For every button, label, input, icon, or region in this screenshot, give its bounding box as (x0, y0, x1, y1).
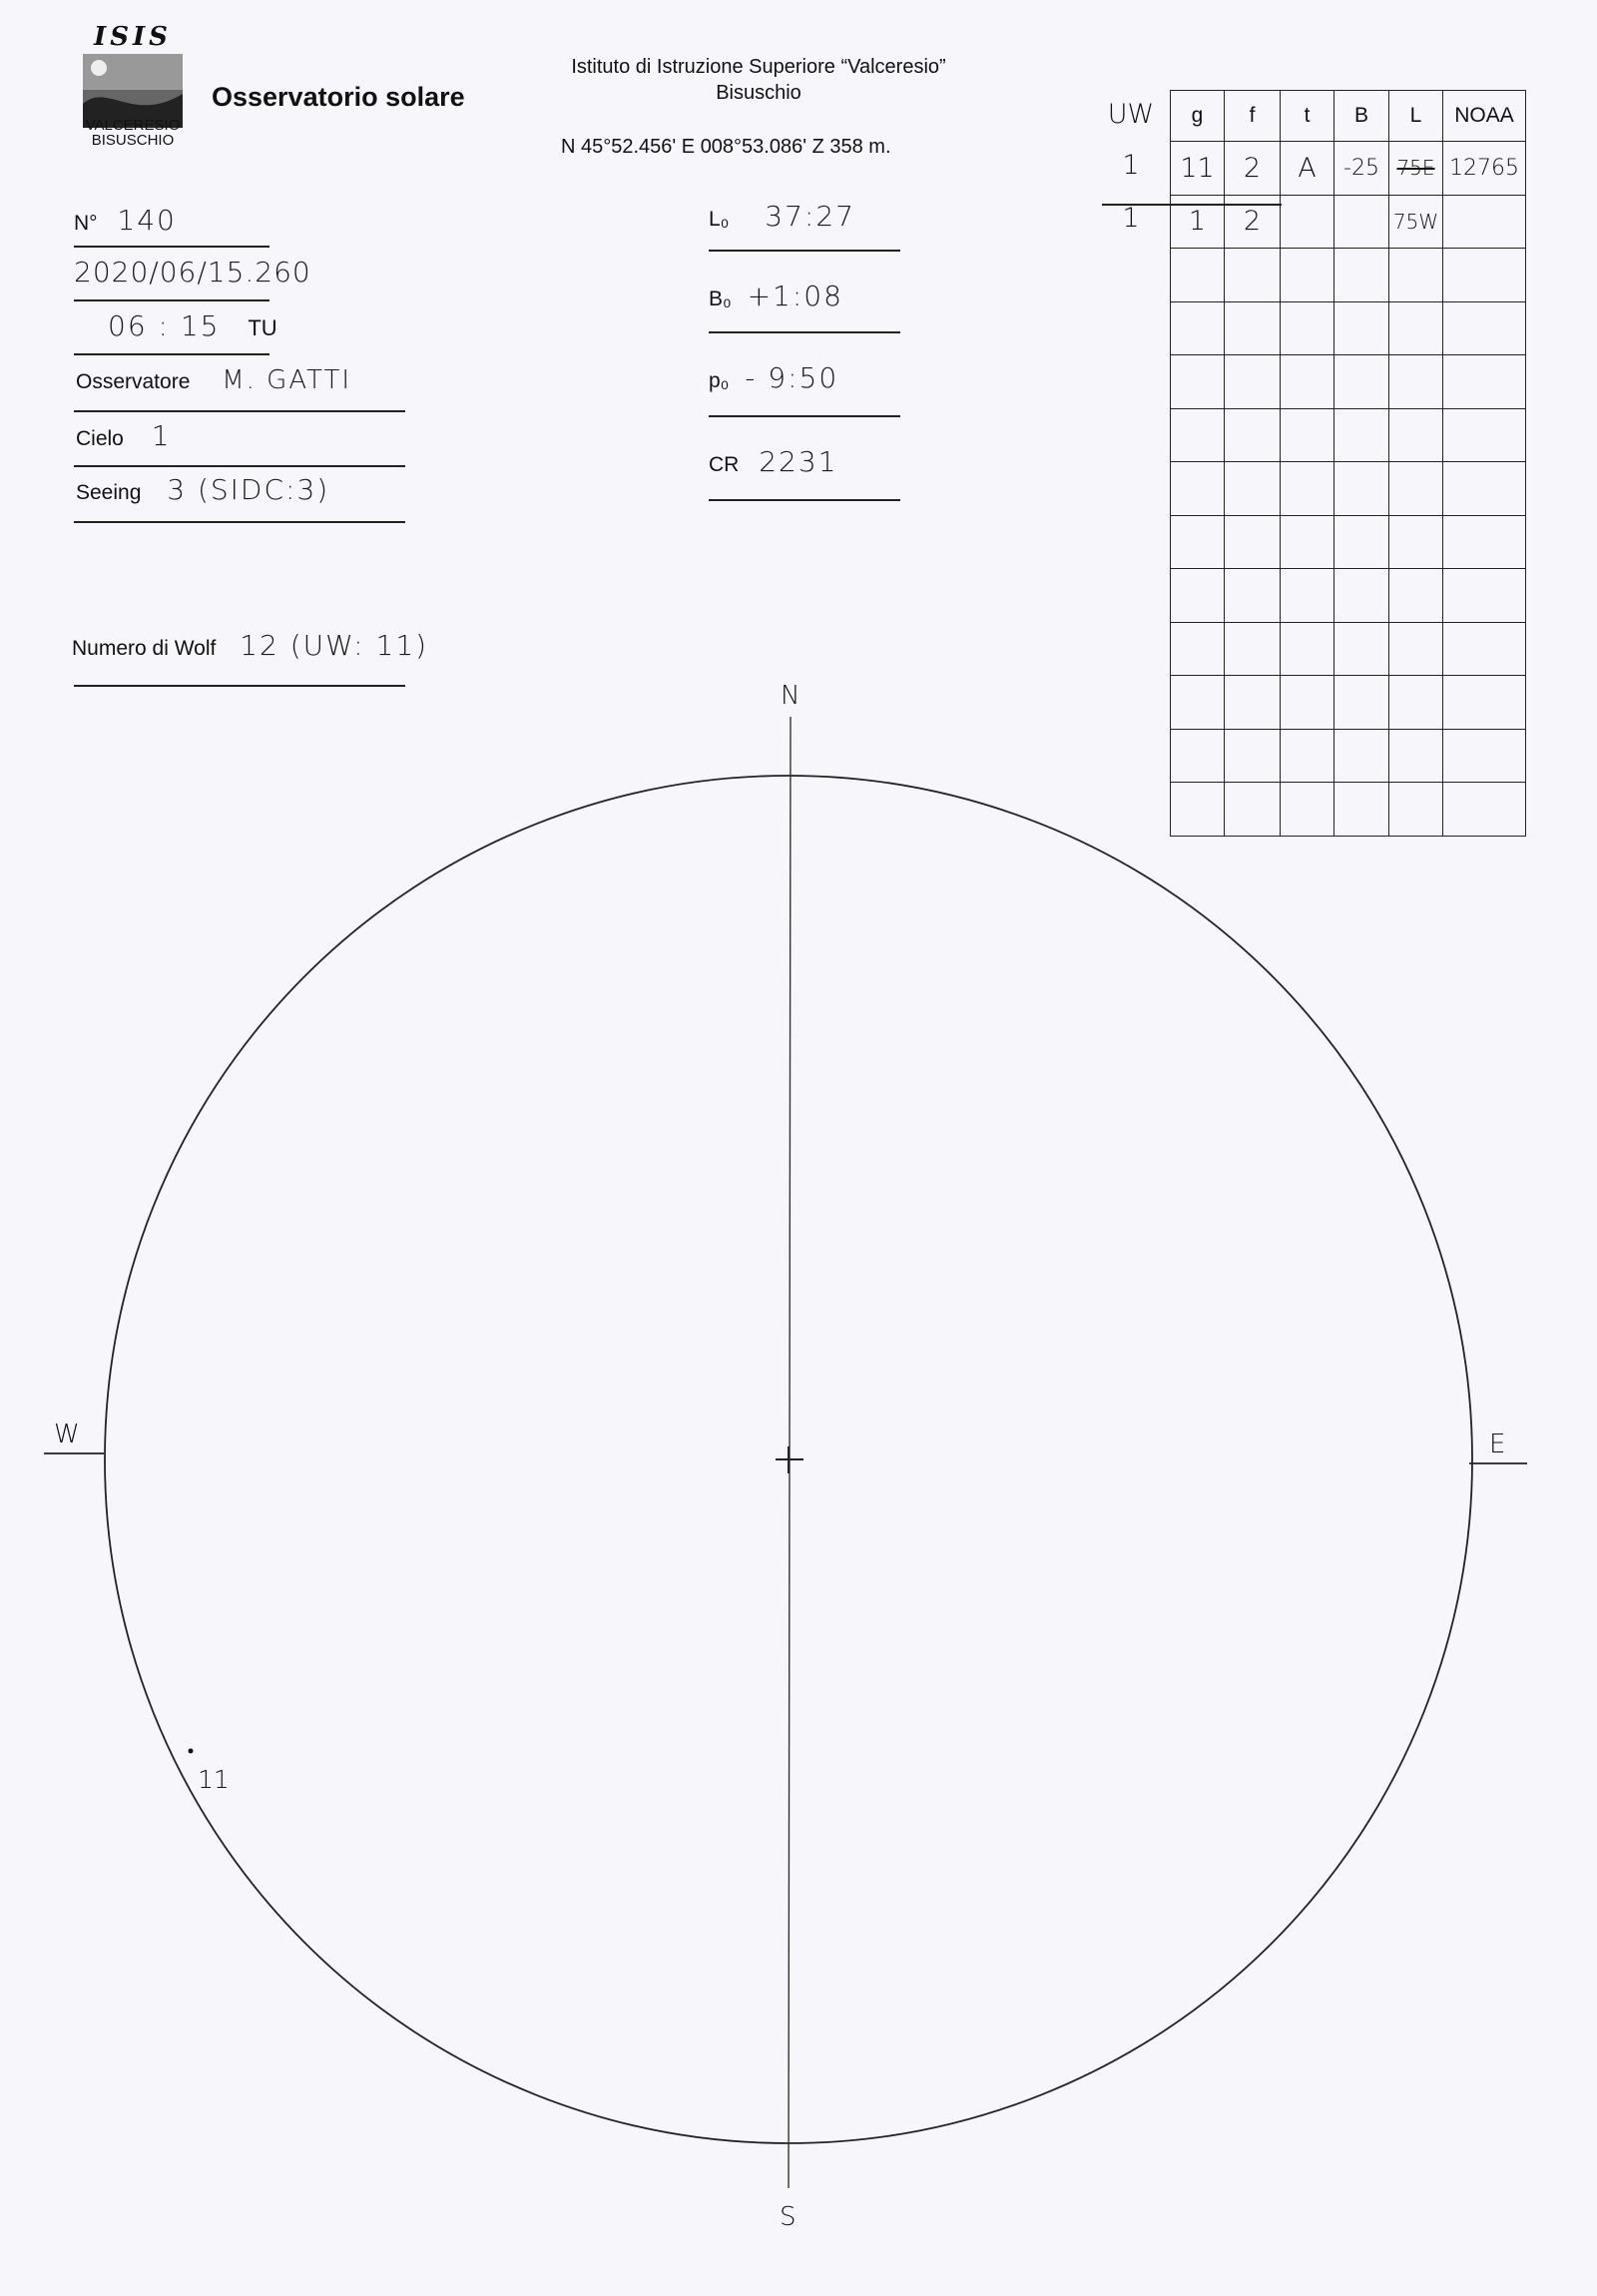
column-header: t (1281, 91, 1334, 142)
logo-caption-line: BISUSCHIO (91, 132, 175, 149)
uw-value: 1 (1122, 202, 1140, 234)
column-header: NOAA (1443, 91, 1526, 142)
sunspot-group-label: 11 (198, 1765, 230, 1794)
site-coordinates: N 45°52.456' E 008°53.086' Z 358 m. (561, 136, 891, 158)
cr-label: CR (709, 453, 740, 476)
table-cell: 1 (1171, 195, 1225, 249)
time-unit: TU (248, 315, 277, 340)
west-label: W (54, 1420, 80, 1449)
number-label: N° (74, 212, 98, 235)
table-cell: 11 (1171, 142, 1225, 196)
sky-value: 1 (151, 419, 172, 452)
number-value: 140 (117, 204, 177, 237)
table-cell: -25 (1334, 142, 1389, 196)
seeing-value: 3 (SIDC:3) (167, 473, 330, 506)
p0-label: p₀ (709, 369, 730, 392)
column-header: g (1171, 91, 1225, 142)
seeing-label: Seeing (76, 481, 142, 504)
logo-caption-line: VALCERESIO (85, 117, 181, 134)
east-label: E (1489, 1430, 1506, 1459)
institute-line: Istituto di Istruzione Superiore “Valceresio” (571, 56, 946, 78)
column-header: B (1334, 91, 1389, 142)
sky-label: Cielo (76, 427, 124, 450)
table-cell: 75W (1389, 195, 1443, 249)
sunspot-group-mark (189, 1749, 194, 1754)
south-label: S (780, 2202, 797, 2232)
l0-value: 37:27 (765, 200, 855, 233)
b0-label: B₀ (709, 287, 732, 310)
b0-value: +1:08 (747, 280, 843, 312)
observer-label: Osservatore (76, 370, 191, 393)
wolf-label: Numero di Wolf (72, 637, 217, 660)
time-value: 06 : 15 (108, 309, 221, 342)
north-label: N (781, 681, 800, 711)
observer-value: M. GATTI (222, 365, 352, 395)
uw-header: UW (1107, 99, 1155, 130)
p0-value: - 9:50 (745, 361, 839, 394)
wolf-value: 12 (UW: 11) (240, 629, 429, 662)
table-cell: 2 (1225, 195, 1281, 249)
logo-acronym: ISIS (94, 22, 172, 52)
table-cell: 12765 (1443, 142, 1526, 196)
column-header: L (1389, 91, 1443, 142)
table-cell: 75E (1389, 142, 1443, 196)
institute-line: Bisuschio (716, 82, 801, 104)
cr-value: 2231 (759, 445, 838, 478)
uw-value: 1 (1122, 150, 1140, 181)
l0-label: L₀ (709, 208, 730, 231)
date-value: 2020/06/15.260 (74, 256, 311, 288)
table-cell: 2 (1225, 142, 1281, 196)
observatory-title: Osservatorio solare (212, 82, 465, 112)
table-cell: A (1281, 142, 1334, 196)
column-header: f (1225, 91, 1281, 142)
